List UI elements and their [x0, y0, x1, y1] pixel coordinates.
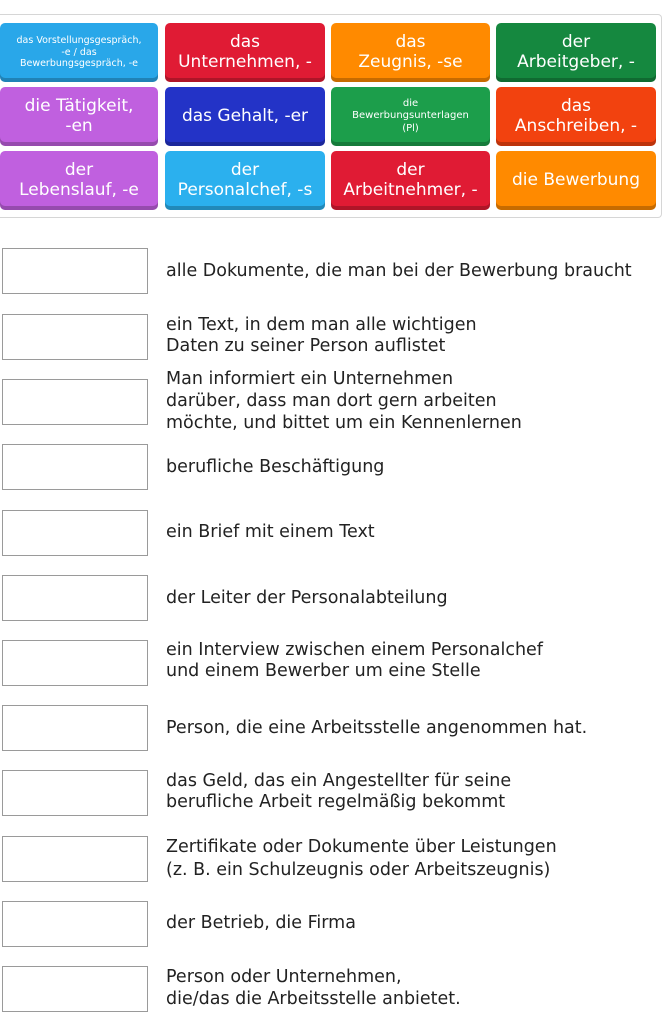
tile-text: der: [64, 159, 94, 180]
definition-10: Zertifikate oder Dokumente über Leistungen (z. B. ein Schulzeugnis oder Arbeitszeugnis): [166, 837, 557, 880]
definition-9: das Geld, das ein Angestellter für seine berufliche Arbeit regelmäßig bekommt: [166, 771, 512, 812]
drop-slot-1[interactable]: [2, 248, 148, 294]
tile-text: -en: [65, 115, 93, 136]
tile-text: das Gehalt, -er: [181, 105, 309, 126]
tile-arbeitgeber[interactable]: [496, 23, 656, 82]
drop-slot-11[interactable]: [2, 901, 148, 947]
drop-slot-6[interactable]: [2, 575, 148, 621]
tile-text: die Bewerbung: [512, 169, 640, 190]
tile-text: das: [395, 31, 426, 52]
tile-text: das: [229, 31, 261, 52]
tile-personalchef[interactable]: [165, 151, 325, 210]
tile-text: Arbeitgeber, -: [517, 51, 635, 72]
drop-slot-9[interactable]: [2, 770, 148, 816]
drop-slot-4[interactable]: [2, 444, 148, 490]
definition-12: Person oder Unternehmen, die/das die Arbeitsstelle anbietet.: [166, 967, 461, 1009]
tile-lebenslauf[interactable]: [0, 151, 158, 210]
definition-6: der Leiter der Personalabteilung: [166, 588, 448, 608]
definition-7: ein Interview zwischen einem Personalchef und einem Bewerber um eine Stelle: [166, 640, 543, 681]
tile-text: das: [560, 95, 592, 116]
tile-text: Bewerbungsunterlagen: [352, 110, 469, 122]
tile-text: -e / das: [61, 46, 97, 58]
tile-text: die Tätigkeit,: [24, 95, 134, 116]
drop-slot-10[interactable]: [2, 836, 148, 882]
definition-5: ein Brief mit einem Text: [166, 522, 375, 542]
drop-slot-7[interactable]: [2, 640, 148, 686]
tile-text: Unternehmen, -: [178, 51, 312, 72]
tile-unternehmen[interactable]: [165, 23, 325, 82]
tile-bewerbungsunterlagen[interactable]: [331, 87, 490, 146]
tile-text: Arbeitnehmer, -: [343, 179, 478, 200]
drop-slot-5[interactable]: [2, 510, 148, 556]
definition-2: ein Text, in dem man alle wichtigen Daten zu seiner Person auflistet: [166, 315, 477, 356]
tile-arbeitnehmer[interactable]: [331, 151, 490, 210]
definition-11: der Betrieb, die Firma: [166, 913, 356, 933]
tile-text: der: [396, 159, 425, 180]
tile-text: Zeugnis, -se: [358, 51, 463, 72]
drop-slot-8[interactable]: [2, 705, 148, 751]
definition-8: Person, die eine Arbeitsstelle angenommen hat.: [166, 718, 588, 738]
tile-anschreiben[interactable]: [496, 87, 656, 146]
tile-text: (Pl): [402, 122, 419, 134]
tile-text: der: [230, 159, 260, 180]
tile-text: Personalchef, -s: [177, 179, 313, 200]
tile-taetigkeit[interactable]: [0, 87, 158, 146]
tile-text: Lebenslauf, -e: [19, 179, 139, 200]
tile-zeugnis[interactable]: [331, 23, 490, 82]
tile-gehalt[interactable]: [165, 87, 325, 146]
tile-text: Anschreiben, -: [514, 115, 638, 136]
tile-text: das Vorstellungsgespräch,: [16, 34, 142, 46]
definition-1: alle Dokumente, die man bei der Bewerbung braucht: [166, 261, 632, 281]
drop-slot-2[interactable]: [2, 314, 148, 360]
tile-text: Bewerbungsgespräch, -e: [19, 58, 139, 70]
tile-vorstellungsgespraech[interactable]: [0, 23, 158, 82]
definition-3: Man informiert ein Unternehmen darüber, dass man dort gern arbeiten möchte, und bittet um ein Kennenlernen: [166, 369, 522, 433]
tile-text: der: [561, 31, 591, 52]
tile-text: die: [402, 97, 419, 109]
drop-slot-12[interactable]: [2, 966, 148, 1012]
drop-slot-3[interactable]: [2, 379, 148, 425]
definition-4: berufliche Beschäftigung: [166, 457, 385, 477]
tile-bewerbung[interactable]: [496, 151, 656, 210]
